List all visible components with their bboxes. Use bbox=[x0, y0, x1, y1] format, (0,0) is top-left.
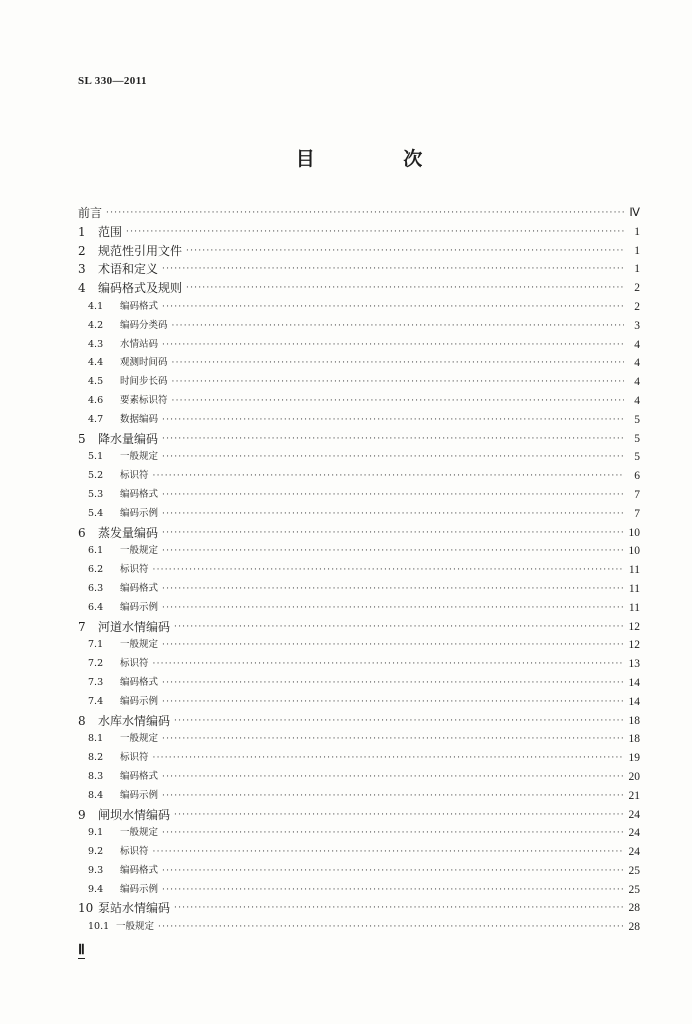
toc-entry-label: 编码示例 bbox=[120, 695, 159, 707]
toc-entry[interactable] bbox=[78, 806, 640, 825]
toc-entry[interactable] bbox=[78, 524, 640, 543]
toc-entry[interactable] bbox=[78, 843, 640, 862]
toc-entry-label: 前言 bbox=[78, 206, 103, 220]
toc-entry-page: 5 bbox=[634, 413, 640, 426]
toc-entry-label: 一般规定 bbox=[120, 639, 159, 651]
toc-entry-page: 24 bbox=[628, 846, 640, 859]
toc-entry-page: 12 bbox=[628, 620, 640, 633]
toc-entry-page: 1 bbox=[634, 263, 640, 276]
toc-entry-label: 编码示例 bbox=[120, 601, 159, 613]
toc-entry-page: 11 bbox=[628, 601, 640, 614]
toc-entry-number: 8 bbox=[78, 713, 86, 728]
toc-entry-page: 18 bbox=[628, 733, 640, 746]
toc-entry-label: 编码格式 bbox=[120, 488, 159, 500]
toc-entry-number: 7.2 bbox=[88, 658, 104, 670]
toc-entry-label: 观测时间码 bbox=[120, 357, 168, 369]
toc-entry-page: 24 bbox=[628, 827, 640, 840]
dot-leader bbox=[186, 279, 624, 298]
toc-entry[interactable] bbox=[78, 636, 640, 655]
toc-entry-label: 标识符 bbox=[120, 470, 149, 482]
toc-entry[interactable] bbox=[78, 749, 640, 768]
toc-entry-label: 编码格式 bbox=[120, 770, 159, 782]
toc-entry[interactable] bbox=[78, 561, 640, 580]
toc-entry-label: 编码示例 bbox=[120, 789, 159, 801]
toc-entry-label: 编码格式 bbox=[120, 864, 159, 876]
toc-entry-number: 5.3 bbox=[88, 488, 104, 500]
toc-entry-page: 4 bbox=[634, 338, 640, 351]
toc-entry-number: 6.2 bbox=[88, 564, 104, 576]
toc-entry[interactable] bbox=[78, 373, 640, 392]
toc-entry[interactable] bbox=[78, 542, 640, 561]
dot-leader bbox=[174, 712, 624, 731]
toc-entry-number: 6 bbox=[78, 525, 86, 540]
toc-entry-page: 2 bbox=[634, 282, 640, 295]
toc-entry[interactable] bbox=[78, 448, 640, 467]
toc-entry-number: 8.1 bbox=[88, 733, 104, 745]
toc-entry-page: 20 bbox=[628, 770, 640, 783]
toc-entry-page: 4 bbox=[634, 376, 640, 389]
toc-entry[interactable] bbox=[78, 787, 640, 806]
toc-entry-number: 9.2 bbox=[88, 846, 104, 858]
toc-entry-label: 水库水情编码 bbox=[98, 713, 171, 728]
toc-entry[interactable] bbox=[78, 881, 640, 900]
toc-entry[interactable] bbox=[78, 918, 640, 937]
toc-entry-label: 编码格式 bbox=[120, 300, 159, 312]
toc-entry[interactable] bbox=[78, 279, 640, 298]
toc-entry-label: 一般规定 bbox=[116, 921, 155, 933]
toc-entry-label: 河道水情编码 bbox=[98, 619, 171, 634]
dot-leader bbox=[162, 411, 624, 430]
toc-entry-label: 范围 bbox=[98, 224, 123, 239]
toc-entry-number: 8.3 bbox=[88, 770, 104, 782]
toc-entry-page: 11 bbox=[628, 564, 640, 577]
dot-leader bbox=[162, 730, 624, 749]
toc-entry-page: 2 bbox=[634, 300, 640, 313]
toc-entry-page: 24 bbox=[628, 808, 640, 821]
dot-leader bbox=[172, 317, 624, 336]
toc-entry[interactable] bbox=[78, 223, 640, 242]
toc-entry-page: 14 bbox=[628, 676, 640, 689]
toc-entry[interactable] bbox=[78, 467, 640, 486]
table-of-contents bbox=[78, 204, 640, 937]
toc-entry-page: 1 bbox=[634, 244, 640, 257]
toc-entry[interactable] bbox=[78, 824, 640, 843]
toc-entry-number: 9.3 bbox=[88, 864, 104, 876]
dot-leader bbox=[172, 373, 624, 392]
toc-entry-number: 4.1 bbox=[88, 300, 104, 312]
toc-entry[interactable] bbox=[78, 430, 640, 449]
toc-entry-number: 9.4 bbox=[88, 883, 104, 895]
toc-entry[interactable] bbox=[78, 618, 640, 637]
toc-entry-page: 10 bbox=[628, 545, 640, 558]
dot-leader bbox=[162, 298, 624, 317]
toc-entry-label: 一般规定 bbox=[120, 733, 159, 745]
dot-leader bbox=[162, 862, 624, 881]
toc-entry[interactable] bbox=[78, 317, 640, 336]
toc-entry-label: 一般规定 bbox=[120, 545, 159, 557]
page-number: Ⅱ bbox=[78, 943, 85, 958]
dot-leader bbox=[162, 693, 624, 712]
toc-entry-page: 25 bbox=[628, 864, 640, 877]
toc-entry-label: 标识符 bbox=[120, 564, 149, 576]
toc-entry-number: 9.1 bbox=[88, 827, 104, 839]
toc-entry-number: 6.4 bbox=[88, 601, 104, 613]
dot-leader bbox=[162, 787, 624, 806]
dot-leader bbox=[174, 806, 624, 825]
dot-leader bbox=[162, 768, 624, 787]
dot-leader bbox=[162, 636, 624, 655]
toc-entry-label: 编码示例 bbox=[120, 507, 159, 519]
toc-entry-number: 6.1 bbox=[88, 545, 104, 557]
toc-entry[interactable] bbox=[78, 712, 640, 731]
toc-entry-label: 时间步长码 bbox=[120, 376, 168, 388]
toc-entry-label: 标识符 bbox=[120, 752, 149, 764]
toc-entry-number: 6.3 bbox=[88, 582, 104, 594]
toc-entry[interactable] bbox=[78, 242, 640, 261]
toc-entry-number: 4.5 bbox=[88, 376, 104, 388]
dot-leader bbox=[162, 824, 624, 843]
toc-entry-label: 编码示例 bbox=[120, 883, 159, 895]
dot-leader bbox=[172, 392, 624, 411]
dot-leader bbox=[153, 843, 624, 862]
toc-entry-label: 一般规定 bbox=[120, 451, 159, 463]
dot-leader bbox=[162, 505, 624, 524]
dot-leader bbox=[162, 580, 624, 599]
toc-entry[interactable] bbox=[78, 486, 640, 505]
dot-leader bbox=[162, 674, 624, 693]
toc-entry-label: 要素标识符 bbox=[120, 394, 168, 406]
toc-entry-page: 5 bbox=[634, 451, 640, 464]
toc-entry[interactable] bbox=[78, 580, 640, 599]
standard-code-header: SL 330—2011 bbox=[78, 75, 147, 87]
toc-entry-page: 3 bbox=[634, 319, 640, 332]
dot-leader bbox=[106, 204, 624, 223]
toc-entry-number: 2 bbox=[78, 243, 86, 258]
toc-entry-number: 4.6 bbox=[88, 394, 104, 406]
toc-entry-page: 13 bbox=[628, 658, 640, 671]
toc-entry-number: 8.4 bbox=[88, 789, 104, 801]
toc-entry-page: 18 bbox=[628, 714, 640, 727]
toc-entry[interactable] bbox=[78, 674, 640, 693]
toc-entry[interactable] bbox=[78, 862, 640, 881]
toc-entry-label: 闸坝水情编码 bbox=[98, 807, 171, 822]
toc-entry-page: 12 bbox=[628, 639, 640, 652]
toc-entry-page: Ⅳ bbox=[629, 207, 640, 219]
toc-entry-label: 编码格式及规则 bbox=[98, 281, 183, 296]
toc-entry[interactable] bbox=[78, 730, 640, 749]
toc-entry-label: 泵站水情编码 bbox=[98, 901, 171, 916]
dot-leader bbox=[162, 486, 624, 505]
toc-entry[interactable] bbox=[78, 298, 640, 317]
toc-entry-page: 28 bbox=[628, 902, 640, 915]
toc-entry-label: 编码格式 bbox=[120, 582, 159, 594]
dot-leader bbox=[174, 618, 624, 637]
toc-entry-label: 术语和定义 bbox=[98, 262, 159, 277]
toc-entry-page: 4 bbox=[634, 357, 640, 370]
dot-leader bbox=[172, 354, 624, 373]
toc-entry-number: 4 bbox=[78, 281, 86, 296]
toc-entry-page: 1 bbox=[634, 225, 640, 238]
toc-entry-label: 编码格式 bbox=[120, 676, 159, 688]
toc-entry[interactable] bbox=[78, 505, 640, 524]
toc-entry[interactable] bbox=[78, 768, 640, 787]
toc-entry-page: 11 bbox=[628, 582, 640, 595]
toc-entry-label: 水情站码 bbox=[120, 338, 159, 350]
toc-entry-page: 19 bbox=[628, 752, 640, 765]
dot-leader bbox=[158, 918, 624, 937]
toc-entry-number: 5.4 bbox=[88, 507, 104, 519]
toc-entry-page: 7 bbox=[634, 507, 640, 520]
toc-entry-number: 4.3 bbox=[88, 338, 104, 350]
dot-leader bbox=[153, 655, 624, 674]
dot-leader bbox=[174, 899, 624, 918]
toc-entry-page: 6 bbox=[634, 470, 640, 483]
toc-entry-number: 5 bbox=[78, 431, 86, 446]
toc-entry[interactable] bbox=[78, 599, 640, 618]
toc-entry-number: 5.1 bbox=[88, 451, 104, 463]
toc-entry-label: 降水量编码 bbox=[98, 431, 159, 446]
toc-entry-label: 一般规定 bbox=[120, 827, 159, 839]
toc-entry[interactable] bbox=[78, 336, 640, 355]
toc-entry[interactable] bbox=[78, 693, 640, 712]
toc-entry-page: 25 bbox=[628, 883, 640, 896]
dot-leader bbox=[162, 260, 624, 279]
toc-entry-label: 规范性引用文件 bbox=[98, 243, 183, 258]
dot-leader bbox=[126, 223, 624, 242]
dot-leader bbox=[162, 881, 624, 900]
toc-entry-number: 7.3 bbox=[88, 676, 104, 688]
toc-entry-number: 4.2 bbox=[88, 319, 104, 331]
toc-entry-label: 标识符 bbox=[120, 658, 149, 670]
toc-entry-number: 10 bbox=[78, 901, 94, 916]
toc-entry[interactable] bbox=[78, 392, 640, 411]
toc-entry-number: 5.2 bbox=[88, 470, 104, 482]
toc-entry-page: 4 bbox=[634, 394, 640, 407]
toc-entry-number: 1 bbox=[78, 224, 86, 239]
toc-entry-label: 标识符 bbox=[120, 846, 149, 858]
toc-entry[interactable] bbox=[78, 411, 640, 430]
dot-leader bbox=[153, 561, 624, 580]
dot-leader bbox=[162, 430, 624, 449]
toc-entry-label: 数据编码 bbox=[120, 413, 159, 425]
toc-entry-page: 14 bbox=[628, 695, 640, 708]
toc-entry[interactable] bbox=[78, 204, 640, 223]
toc-entry[interactable] bbox=[78, 354, 640, 373]
toc-entry-number: 4.4 bbox=[88, 357, 104, 369]
toc-entry-page: 5 bbox=[634, 432, 640, 445]
dot-leader bbox=[153, 749, 624, 768]
toc-entry-label: 编码分类码 bbox=[120, 319, 168, 331]
toc-entry-page: 10 bbox=[628, 526, 640, 539]
toc-entry-number: 10.1 bbox=[88, 921, 110, 933]
dot-leader bbox=[162, 336, 624, 355]
toc-entry-number: 7.1 bbox=[88, 639, 104, 651]
toc-entry-label: 蒸发量编码 bbox=[98, 525, 159, 540]
dot-leader bbox=[186, 242, 624, 261]
dot-leader bbox=[153, 467, 624, 486]
toc-entry-number: 9 bbox=[78, 807, 86, 822]
dot-leader bbox=[162, 599, 624, 618]
toc-entry-number: 7.4 bbox=[88, 695, 104, 707]
toc-entry[interactable] bbox=[78, 899, 640, 918]
toc-entry-page: 28 bbox=[628, 921, 640, 934]
toc-entry-number: 8.2 bbox=[88, 752, 104, 764]
toc-entry[interactable] bbox=[78, 655, 640, 674]
dot-leader bbox=[162, 542, 624, 561]
toc-entry-page: 7 bbox=[634, 488, 640, 501]
dot-leader bbox=[162, 448, 624, 467]
dot-leader bbox=[162, 524, 624, 543]
toc-entry-number: 4.7 bbox=[88, 413, 104, 425]
toc-entry-number: 7 bbox=[78, 619, 86, 634]
toc-entry-page: 21 bbox=[628, 789, 640, 802]
toc-entry-number: 3 bbox=[78, 262, 86, 277]
page-title: 目 次 bbox=[295, 148, 449, 170]
toc-entry[interactable] bbox=[78, 260, 640, 279]
